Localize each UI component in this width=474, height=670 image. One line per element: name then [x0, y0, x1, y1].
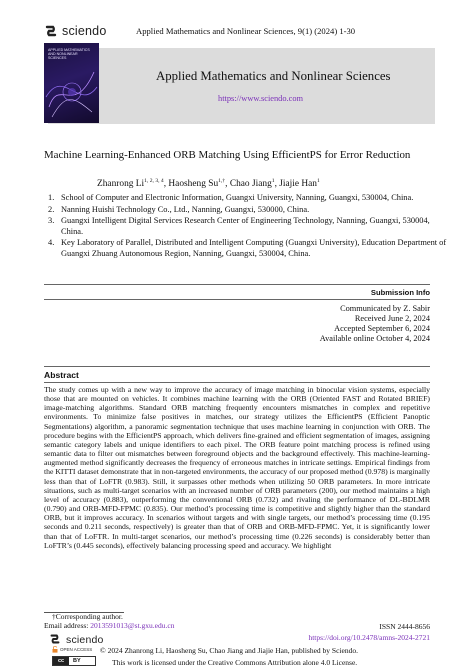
copyright-notice: © 2024 Zhanrong Li, Haosheng Su, Chao Jiang and Jiajie Han, published by Sciendo.	[100, 646, 358, 655]
divider	[44, 382, 430, 383]
issn: ISSN 2444-8656	[379, 622, 430, 631]
journal-url-link[interactable]: https://www.sciendo.com	[218, 94, 304, 103]
submission-communicated: Communicated by Z. Sabir	[340, 304, 430, 313]
cc-icon: cc	[53, 657, 69, 665]
affiliation-text: School of Computer and Electronic Information, Guangxi University, Nanning, Guangxi, 530004, China.	[61, 193, 414, 202]
email-link[interactable]: 2013591013@st.gxu.edu.cn	[90, 621, 175, 630]
cc-by-license-badge[interactable]	[52, 656, 96, 666]
affiliation-item	[48, 238, 448, 259]
submission-info	[320, 304, 430, 344]
by-icon: BY	[73, 658, 81, 664]
submission-received: Received June 2, 2024	[354, 314, 430, 323]
affiliation-item	[48, 205, 448, 216]
journal-cover-image[interactable]	[44, 43, 99, 123]
open-access-label	[52, 646, 92, 653]
affiliation-number: 4.	[48, 238, 55, 247]
open-access-text: OPEN ACCESS	[60, 647, 93, 652]
author-name: Zhanrong Li	[97, 179, 145, 190]
divider	[44, 284, 430, 285]
divider	[44, 366, 430, 367]
affiliation-item	[48, 193, 448, 204]
journal-citation: Applied Mathematics and Nonlinear Sciences, 9(1) (2024) 1-30	[136, 26, 356, 36]
journal-title: Applied Mathematics and Nonlinear Sciences	[156, 69, 391, 83]
page-header	[0, 0, 474, 40]
affiliation-text: Key Laboratory of Parallel, Distributed and Intelligent Computing (Guangxi University), Education Department of Guangxi Zhuang Autonomous Region, Nanning, Guangxi, 530004, China.	[61, 238, 447, 258]
affiliation-text: Nanning Huishi Technology Co., Ltd., Nanning, Guangxi, 530000, China.	[61, 204, 310, 214]
affiliation-number: 2.	[48, 204, 55, 214]
sciendo-footer-logo[interactable]	[49, 633, 104, 647]
journal-banner	[48, 48, 435, 124]
sciendo-logo-text: sciendo	[66, 634, 104, 646]
email-line	[44, 621, 174, 630]
author-name: Chao Jiang	[229, 179, 272, 190]
license-notice: This work is licensed under the Creative Commons Attribution alone 4.0 License.	[112, 658, 358, 667]
email-label: Email address:	[44, 621, 91, 630]
divider	[44, 299, 430, 300]
author-affiliation-marks: 1	[271, 178, 275, 184]
author-affiliation-marks: 1,†	[218, 178, 226, 184]
corresponding-author-note: †Corresponding author.	[52, 612, 123, 621]
affiliation-item	[48, 216, 448, 237]
affiliation-list	[48, 193, 448, 260]
submission-info-heading: Submission Info	[370, 288, 430, 297]
affiliation-number: 3.	[48, 216, 55, 225]
abstract-text: The study comes up with a new way to improve the accuracy of image matching in binocular vision systems, especially those that are mounted on vehicles. It combines machine learning with the ORB (Oriented FAST and Rotated BRIEF) image-matching algorithms. Standard ORB matching frequently encounters mismatches in complex and repetitive environments. To minimize false positives in matches, our strategy utilizes the EfficientPS (Efficient Panoptic Segmentations) algorithm, a panoramic segmentation technique that uses machine learning in conjunction with ORB. The procedure begins with the EfficientPS approach, which delivers fine-grained and efficient segmentation of images, assigning semantic category labels and unique identifiers to each pixel. The ORB feature point matching process is refined using semantic data to filter out mismatches between foreground objects and the background effectively. This machine-learning-augmented method significantly decreases the frequency of erroneous matches in intricate settings. Empirical findings from the KITTI dataset demonstrate that in non-targeted environments, the accuracy of our proposed method (0.978) is marginally less than that of LoFTR (0.983). Still, it surpasses other methods when utilizing 50 ORB parameters. In more intricate situations, such as multi-target scenarios with an increased number of ORB parameters (200), our method maintains a high level of accuracy (0.883), outperforming the conventional ORB (0.732) and rivaling the performance of DL-BDLMR (0.790) and ORB-MFD-FPMC (0.835). Our method’s processing time is competitive and slightly higher than the standard ORB, but it improves accuracy. In scenarios without targets and with single targets, our method’s processing time (0.195 seconds and 0.211 seconds, respectively) is greater than that of ORB and ORB-MFD-FPMC. Yet, it is significantly lower than that of LoFTR. In multi-target scenarios, our method’s processing time (0.226 seconds) is considerably better than LoFTR’s (0.445 seconds), effectively balancing processing speed and accuracy. We highlight	[44, 385, 430, 550]
sciendo-mark-icon	[44, 24, 58, 38]
doi-link[interactable]: https://doi.org/10.2478/amns-2024-2721	[308, 633, 430, 642]
sciendo-mark-icon	[49, 633, 63, 647]
author-affiliation-marks: 1	[317, 178, 320, 184]
sciendo-logo-text: sciendo	[62, 24, 107, 38]
affiliation-number: 1.	[48, 193, 55, 202]
author-list: Zhanrong Li$^{1, 2, 3, 4}$, Haosheng $Su^{1,\dagger}$, Chao Jiang$^1$, Jiajie Han$^1$	[97, 178, 320, 190]
author-name: Haosheng Su	[168, 179, 219, 190]
submission-available: Available online October 4, 2024	[319, 334, 430, 343]
submission-accepted: Accepted September 6, 2024	[334, 324, 430, 333]
affiliation-text: Guangxi Intelligent Digital Services Research Center of Engineering Technology, Nanning, Guangxi, 530004, China.	[61, 216, 430, 236]
cover-artwork-icon	[44, 57, 99, 123]
author-affiliation-marks: 1, 2, 3, 4	[144, 178, 164, 184]
cover-title: APPLIED MATHEMATICS AND NONLINEAR SCIENCES	[48, 48, 90, 61]
open-lock-icon	[52, 646, 58, 653]
author-name: Jiajie Han	[279, 179, 317, 190]
sciendo-logo[interactable]	[44, 24, 107, 38]
paper-title: Machine Learning-Enhanced ORB Matching Using EfficientPS for Error Reduction	[44, 149, 411, 161]
abstract-heading: Abstract	[44, 370, 79, 380]
